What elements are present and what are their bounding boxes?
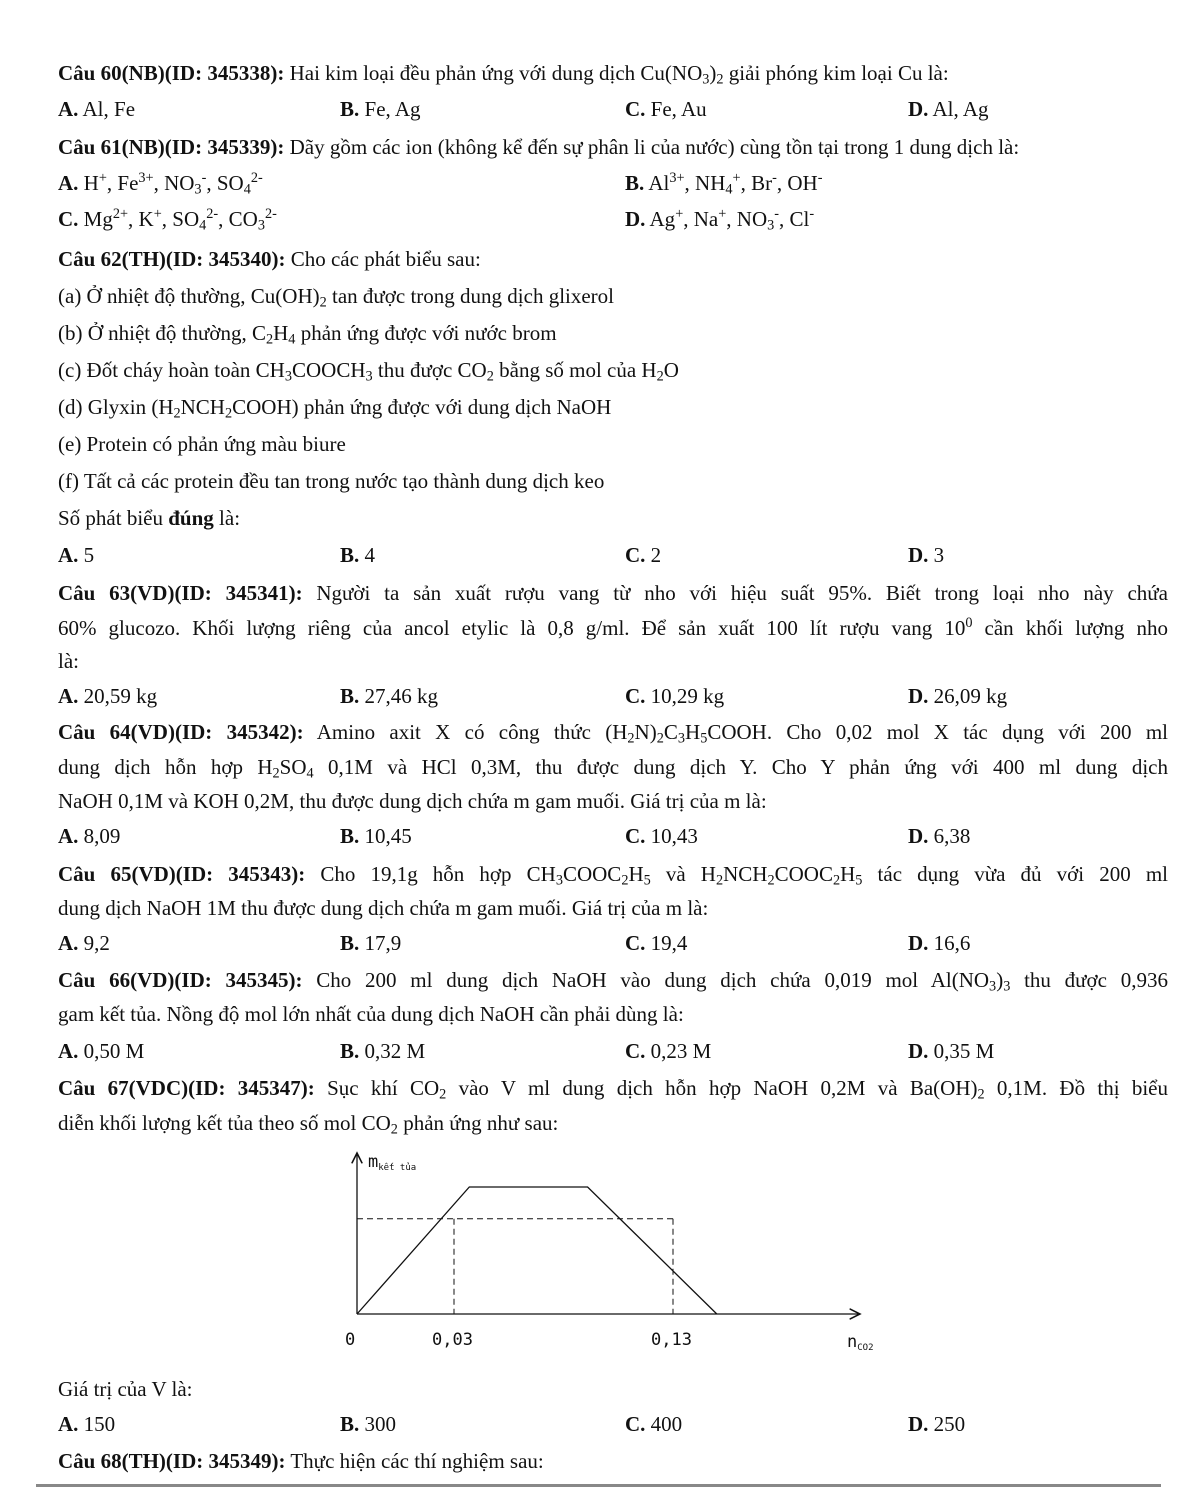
question-text: Dãy gồm các ion (không kể đến sự phân li của nước) cùng tồn tại trong 1 dung dịch là:: [289, 135, 1020, 159]
option-b: B. 0,32 M: [340, 1039, 426, 1063]
question-62: [58, 246, 481, 272]
y-axis-label: mkết tủa: [368, 1152, 417, 1173]
question-63-line-3: là:: [58, 649, 79, 673]
option-d: D. 16,6: [908, 931, 971, 955]
question-67-prompt: Giá trị của V là:: [58, 1377, 193, 1401]
question-text: Thực hiện các thí nghiệm sau:: [290, 1449, 544, 1473]
question-text: Người ta sản xuất rượu vang từ nho với hiệu suất 95%. Biết trong loại nho này chứa: [316, 581, 1168, 605]
option-a: A. 20,59 kg: [58, 684, 158, 708]
question-65: [58, 861, 1168, 887]
option-d: D. Al, Ag: [908, 97, 989, 121]
question-67: [58, 1075, 1168, 1101]
question-header: Câu 60(NB)(ID: 345338):: [58, 61, 285, 85]
statement-b: (b) Ở nhiệt độ thường, $C_2H_4$ phản ứng được với nước brom: [58, 321, 557, 348]
question-text: Sục khí $CO_2$ vào V ml dung dịch hỗn hợp NaOH 0,2M và $Ba(OH)_2$ 0,1M. Đồ thị biểu: [327, 1076, 1168, 1103]
option-a: A. H+, $Fe^{3+}$, $NO_3^-$, $SO_4^{2-}$: [58, 170, 263, 198]
option-c: C. 0,23 M: [625, 1039, 712, 1063]
dashed-guides: [357, 1219, 673, 1314]
question-text: Cho các phát biểu sau:: [290, 247, 481, 271]
question-65-line-2: dung dịch NaOH 1M thu được dung dịch chứa m gam muối. Giá trị của m là:: [58, 896, 709, 920]
option-d: D. 3: [908, 543, 945, 567]
question-header: Câu 63(VD)(ID: 345341):: [58, 581, 303, 605]
question-header: Câu 65(VD)(ID: 345343):: [58, 862, 306, 886]
question-header: Câu 67(VDC)(ID: 345347):: [58, 1076, 315, 1100]
question-header: Câu 61(NB)(ID: 345339):: [58, 135, 285, 159]
question-67-line-2: diễn khối lượng kết tủa theo số mol $CO_2$ phản ứng như sau:: [58, 1111, 559, 1138]
option-c: C. 2: [625, 543, 662, 567]
option-b: B. 17,9: [340, 931, 402, 955]
series-line: [357, 1187, 717, 1314]
question-66-line-2: gam kết tủa. Nồng độ mol lớn nhất của dung dịch NaOH cần phải dùng là:: [58, 1002, 684, 1026]
question-text: Cho 19,1g hỗn hợp $CH_3COOC_2H_5$ và $H_2NCH_2COOC_2H_5$ tác dụng vừa đủ với 200 ml: [320, 862, 1168, 889]
option-a: A. 0,50 M: [58, 1039, 145, 1063]
statement-e: (e) Protein có phản ứng màu biure: [58, 432, 346, 456]
option-b: B. 4: [340, 543, 376, 567]
option-a: A. 150: [58, 1412, 116, 1436]
question-64: [58, 719, 1168, 745]
x-tick-label: 0,13: [651, 1330, 692, 1350]
option-d: D. 6,38: [908, 824, 971, 848]
question-header: Câu 64(VD)(ID: 345342):: [58, 720, 304, 744]
question-text: Hai kim loại đều phản ứng với dung dịch $Cu(NO_3)_2$ giải phóng kim loại Cu là:: [289, 61, 949, 88]
option-b: B. 27,46 kg: [340, 684, 439, 708]
footer-divider: [36, 1484, 1161, 1487]
option-c: C. 400: [625, 1412, 683, 1436]
x-tick-label: 0: [345, 1330, 356, 1350]
option-c: C. 10,43: [625, 824, 698, 848]
question-prompt: Số phát biểu đúng là:: [58, 506, 241, 530]
option-d: D. Ag+, Na+, $NO_3^-$, Cl-: [625, 206, 815, 234]
option-c: C. Fe, Au: [625, 97, 707, 121]
option-d: D. 26,09 kg: [908, 684, 1008, 708]
question-61: [58, 134, 1019, 160]
option-b: B. Fe, Ag: [340, 97, 421, 121]
question-64-line-2: dung dịch hỗn hợp $H_2SO_4$ 0,1M và HCl 0,3M, thu được dung dịch Y. Cho Y phản ứng với 400 ml dung dịch: [58, 755, 1168, 782]
question-text: Cho 200 ml dung dịch NaOH vào dung dịch chứa 0,019 mol $Al(NO_3)_3$ thu được 0,936: [316, 968, 1168, 995]
option-c: C. 10,29 kg: [625, 684, 725, 708]
option-a: A. 9,2: [58, 931, 110, 955]
option-c: C. $Mg^{2+}$, K+, $SO_4^{2-}$, $CO_3^{2-}$: [58, 206, 277, 234]
option-b: B. 10,45: [340, 824, 412, 848]
x-axis-label: nCO2: [847, 1332, 874, 1353]
statement-d: (d) Glyxin $(H_2NCH_2COOH)$ phản ứng được với dung dịch NaOH: [58, 395, 612, 422]
statement-a: (a) Ở nhiệt độ thường, $Cu(OH)_2$ tan được trong dung dịch glixerol: [58, 284, 615, 311]
statement-f: (f) Tất cả các protein đều tan trong nước tạo thành dung dịch keo: [58, 469, 605, 493]
question-63-line-2: 60% glucozo. Khối lượng riêng của ancol etylic là 0,8 g/ml. Để sản xuất 100 lít rượu vang $10^0$ cần khối lượng nho: [58, 615, 1168, 640]
option-b: B. 300: [340, 1412, 397, 1436]
option-c: C. 19,4: [625, 931, 688, 955]
question-header: Câu 62(TH)(ID: 345340):: [58, 247, 286, 271]
question-63: [58, 580, 1168, 606]
option-d: D. 250: [908, 1412, 966, 1436]
question-text: Amino axit X có công thức $(H_2N)_2C_3H_5COOH$. Cho 0,02 mol X tác dụng với 200 ml: [316, 720, 1168, 747]
question-header: Câu 68(TH)(ID: 345349):: [58, 1449, 286, 1473]
question-60: [58, 60, 949, 86]
statement-c: (c) Đốt cháy hoàn toàn $CH_3COOCH_3$ thu được $CO_2$ bằng số mol của $H_2O$: [58, 358, 679, 385]
precipitate-graph: [330, 1145, 900, 1360]
question-68: [58, 1448, 544, 1474]
question-header: Câu 66(VD)(ID: 345345):: [58, 968, 303, 992]
x-tick-labels: [345, 1330, 692, 1350]
x-tick-label: 0,03: [432, 1330, 473, 1350]
option-d: D. 0,35 M: [908, 1039, 995, 1063]
option-b: B. $Al^{3+}$, $NH_4^+$, Br-, OH-: [625, 170, 823, 198]
option-a: A. Al, Fe: [58, 97, 136, 121]
question-66: [58, 967, 1168, 993]
question-64-line-3: NaOH 0,1M và KOH 0,2M, thu được dung dịch chứa m gam muối. Giá trị của m là:: [58, 789, 767, 813]
option-a: A. 8,09: [58, 824, 121, 848]
option-a: A. 5: [58, 543, 95, 567]
